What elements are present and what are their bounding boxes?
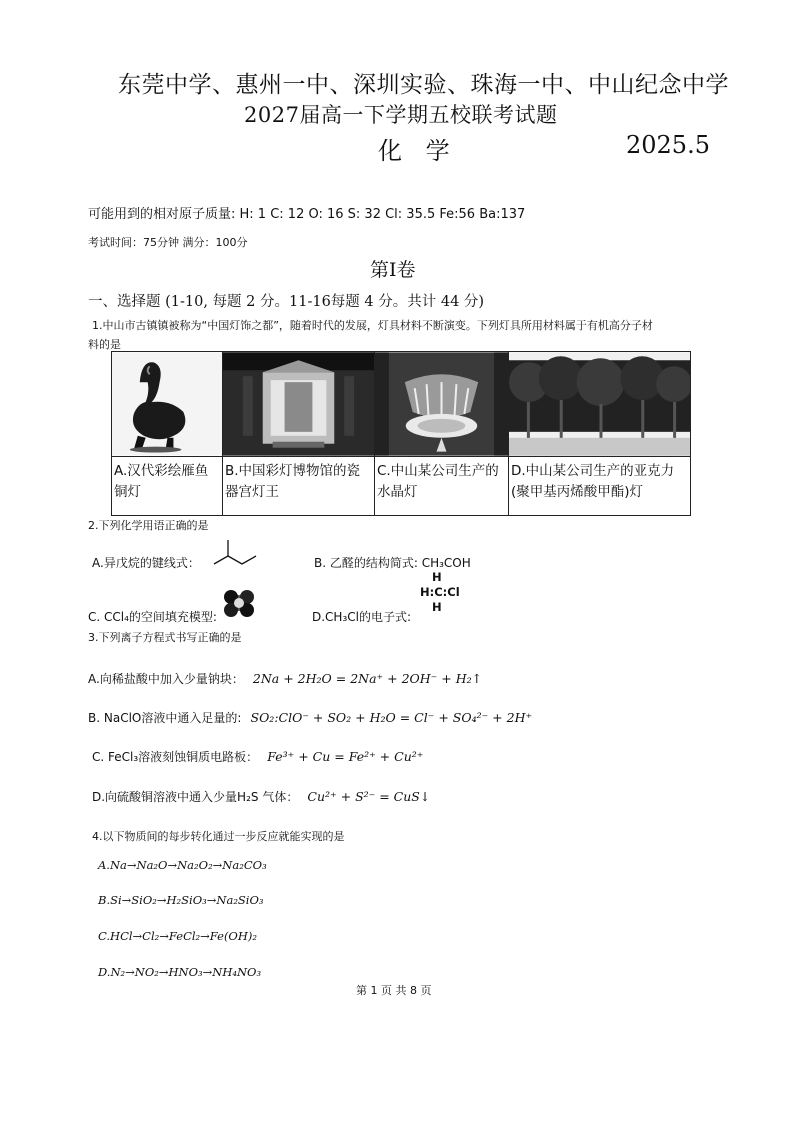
q2-option-b: B. 乙醛的结构简式: CH₃COH	[314, 556, 471, 570]
q3-option-b-text: B. NaClO溶液中通入足量的:	[88, 711, 242, 725]
q2-option-a: A.异戊烷的键线式：	[92, 556, 200, 570]
q1-option-a-image	[112, 352, 223, 457]
q1-option-c-image	[375, 352, 509, 457]
q4-option-b: B.Si→SiO₂→H₂SiO₃→Na₂SiO₃	[98, 893, 264, 907]
page-footer: 第 1 页 共 8 页	[356, 984, 432, 997]
ccl4-space-filling-model	[222, 588, 256, 618]
q1-option-b: B.中国彩灯博物馆的瓷器宫灯王	[223, 457, 375, 516]
q1-option-a: A.汉代彩绘雁鱼铜灯	[112, 457, 223, 516]
q2-option-c: C. CCl₄的空间填充模型:	[88, 610, 217, 624]
q1-stem-line2: 料的是	[88, 338, 121, 351]
exam-title: 2027届高一下学期五校联考试题	[244, 103, 558, 127]
crystal-chandelier-photo	[375, 352, 508, 456]
q3-option-a-text: A.向稀盐酸中加入少量钠块：	[88, 672, 244, 686]
q4-option-a: A.Na→Na₂O→Na₂O₂→Na₂CO₃	[98, 858, 267, 872]
q1-option-d-image	[509, 352, 691, 457]
q1-options-table	[111, 351, 691, 516]
q2-stem: 2.下列化学用语正确的是	[88, 519, 209, 532]
header-schools: 东莞中学、惠州一中、深圳实验、珠海一中、中山纪念中学	[118, 72, 729, 98]
atomic-mass-info: 可能用到的相对原子质量: H: 1 C: 12 O: 16 S: 32 Cl: 35.5 Fe:56 Ba:137	[88, 207, 526, 222]
acrylic-tree-lamps-photo	[509, 352, 690, 456]
q4-option-d: D.N₂→NO₂→HNO₃→NH₄NO₃	[98, 965, 262, 979]
ch3cl-electron-bottom-h: H	[432, 600, 442, 614]
porcelain-palace-lantern-photo	[223, 352, 374, 456]
q3-option-d	[92, 786, 430, 805]
q3-option-d-text: D.向硫酸铜溶液中通入少量H₂S 气体：	[92, 790, 299, 804]
q4-stem: 4.以下物质间的每步转化通过一步反应就能实现的是	[92, 830, 345, 843]
q3-option-b	[88, 707, 532, 726]
q3-option-a	[88, 668, 482, 687]
exam-date: 2025.5	[626, 131, 710, 159]
time-score-info: 考试时间：75分钟 满分：100分	[88, 236, 248, 249]
q1-option-b-image	[223, 352, 375, 457]
section-title: 一、选择题 (1-10, 每题 2 分。11-16每题 4 分。共计 44 分)	[88, 294, 485, 310]
q1-option-d: D.中山某公司生产的亚克力(聚甲基丙烯酸甲酯)灯	[509, 457, 691, 516]
q3-option-c-text: C. FeCl₃溶液刻蚀铜质电路板：	[92, 750, 259, 764]
q3-option-b-equation: SO₂:ClO⁻ + SO₂ + H₂O = Cl⁻ + SO₄²⁻ + 2H⁺	[250, 710, 533, 725]
q3-option-c-equation: Fe³⁺ + Cu = Fe²⁺ + Cu²⁺	[267, 749, 424, 764]
q3-stem: 3.下列离子方程式书写正确的是	[88, 631, 242, 644]
q4-option-c: C.HCl→Cl₂→FeCl₂→Fe(OH)₂	[98, 929, 257, 943]
volume-title: 第Ⅰ卷	[370, 259, 416, 281]
q2-option-d: D.CH₃Cl的电子式:	[312, 610, 412, 624]
q1-option-c: C.中山某公司生产的水晶灯	[375, 457, 509, 516]
q3-option-a-equation: 2Na + 2H₂O = 2Na⁺ + 2OH⁻ + H₂↑	[252, 671, 483, 686]
subject-title: 化 学	[378, 137, 458, 165]
isopentane-skeletal-formula	[212, 536, 258, 570]
bronze-goose-lamp-photo	[112, 352, 222, 456]
ch3cl-electron-top-h: H	[432, 570, 442, 584]
q1-stem-line1: 1.中山市古镇镇被称为“中国灯饰之都”，随着时代的发展，灯具材料不断演变。下列灯具所用材料属于有机高分子材	[92, 319, 653, 332]
ch3cl-electron-formula: H:C:Cl	[420, 585, 460, 599]
q3-option-c	[92, 746, 423, 765]
q3-option-d-equation: Cu²⁺ + S²⁻ = CuS↓	[307, 789, 431, 804]
